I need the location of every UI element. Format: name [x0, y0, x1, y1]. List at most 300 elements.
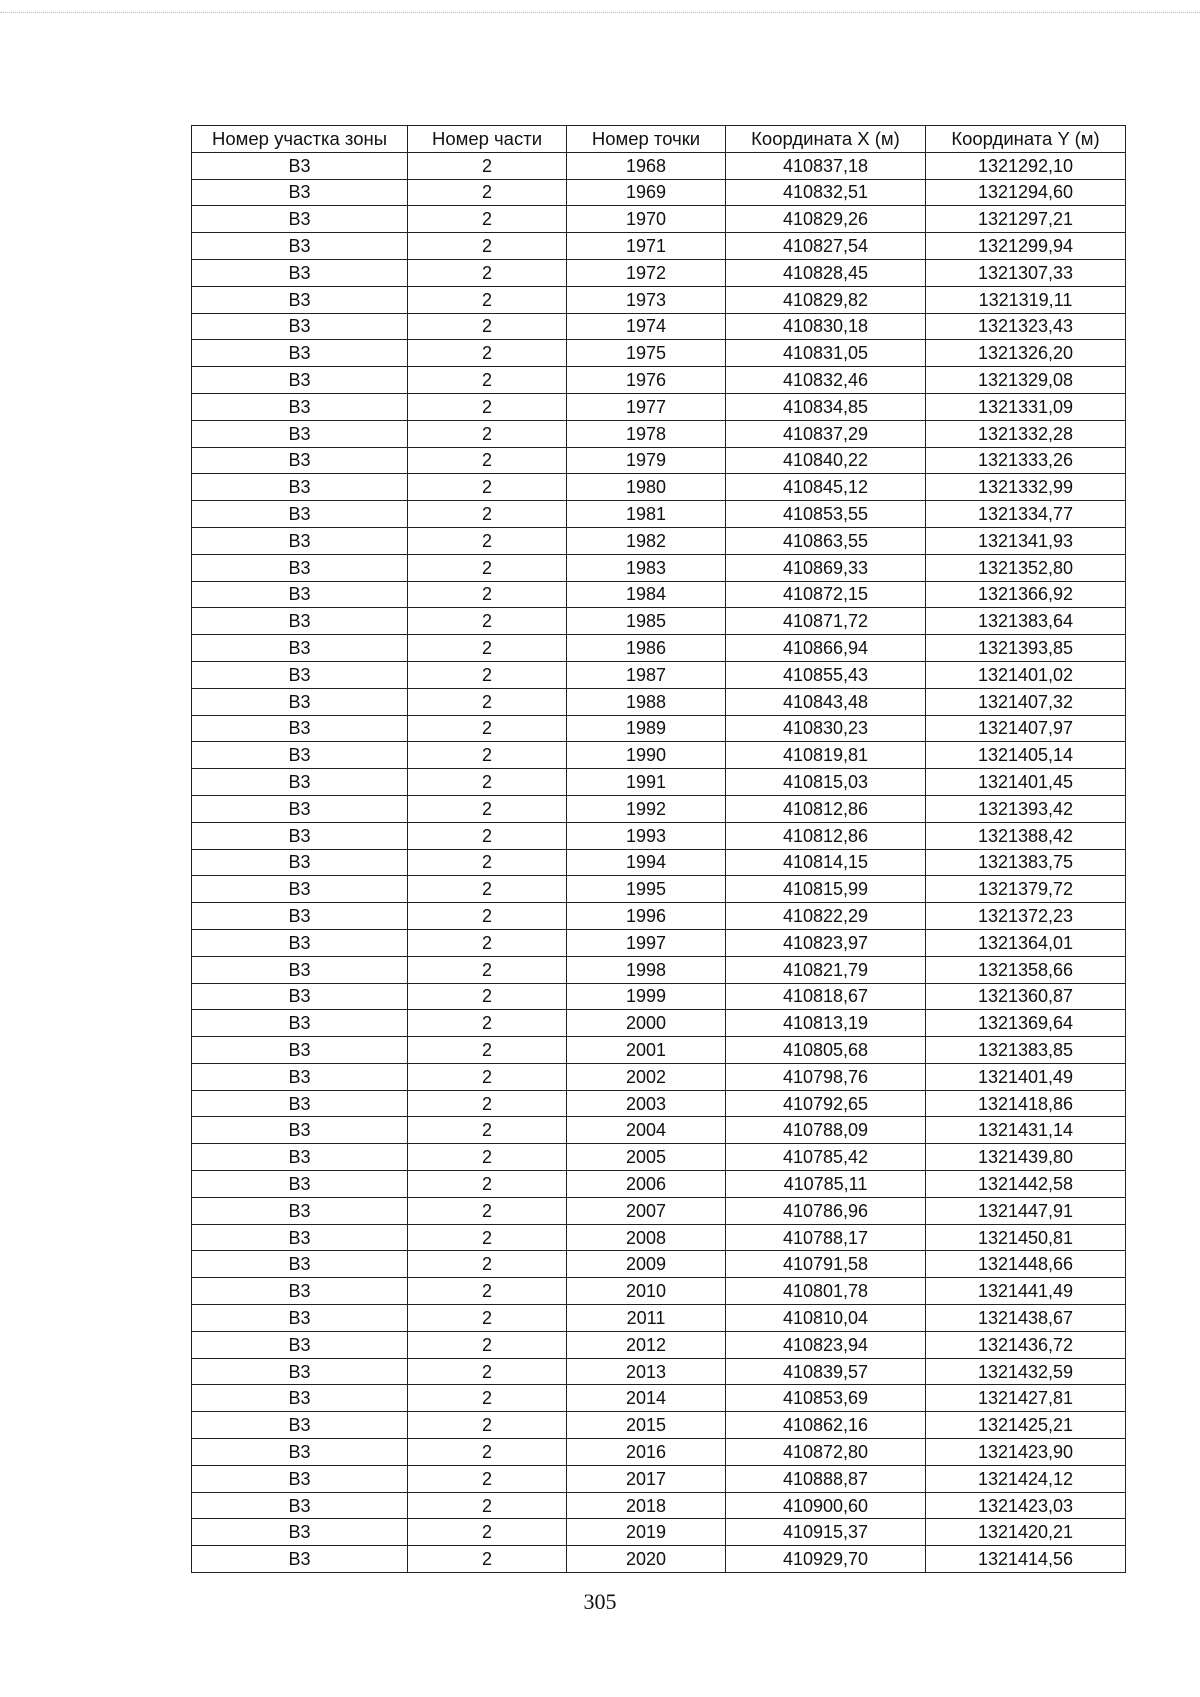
cell-part-number: 2	[408, 1358, 567, 1385]
table-row	[192, 1171, 1126, 1198]
table-row	[192, 554, 1126, 581]
cell-point-number: 2006	[567, 1171, 726, 1198]
cell-zone-section: В3	[192, 688, 408, 715]
cell-coord-y: 1321405,14	[926, 742, 1126, 769]
cell-part-number: 2	[408, 1439, 567, 1466]
cell-coord-x: 410837,18	[726, 152, 926, 179]
cell-coord-x: 410840,22	[726, 447, 926, 474]
cell-zone-section: В3	[192, 983, 408, 1010]
cell-part-number: 2	[408, 233, 567, 260]
cell-coord-y: 1321393,85	[926, 635, 1126, 662]
table-row	[192, 956, 1126, 983]
cell-point-number: 1970	[567, 206, 726, 233]
cell-point-number: 1991	[567, 769, 726, 796]
cell-zone-section: В3	[192, 661, 408, 688]
cell-point-number: 2005	[567, 1144, 726, 1171]
cell-point-number: 1995	[567, 876, 726, 903]
cell-zone-section: В3	[192, 447, 408, 474]
cell-coord-x: 410814,15	[726, 849, 926, 876]
cell-coord-y: 1321450,81	[926, 1224, 1126, 1251]
cell-coord-x: 410788,09	[726, 1117, 926, 1144]
cell-coord-y: 1321424,12	[926, 1465, 1126, 1492]
cell-point-number: 2001	[567, 1037, 726, 1064]
page-number: 305	[583, 1589, 617, 1614]
cell-point-number: 1988	[567, 688, 726, 715]
cell-part-number: 2	[408, 581, 567, 608]
table-row	[192, 1251, 1126, 1278]
cell-part-number: 2	[408, 1251, 567, 1278]
cell-coord-y: 1321401,49	[926, 1063, 1126, 1090]
cell-coord-y: 1321448,66	[926, 1251, 1126, 1278]
table-row	[192, 929, 1126, 956]
cell-point-number: 2019	[567, 1519, 726, 1546]
table-row	[192, 340, 1126, 367]
cell-zone-section: В3	[192, 742, 408, 769]
cell-point-number: 1992	[567, 795, 726, 822]
cell-point-number: 2015	[567, 1412, 726, 1439]
cell-point-number: 1969	[567, 179, 726, 206]
cell-point-number: 2013	[567, 1358, 726, 1385]
cell-coord-y: 1321331,09	[926, 393, 1126, 420]
cell-zone-section: В3	[192, 206, 408, 233]
cell-part-number: 2	[408, 1117, 567, 1144]
coordinates-table	[191, 125, 1126, 1573]
cell-part-number: 2	[408, 1063, 567, 1090]
table-row	[192, 769, 1126, 796]
cell-zone-section: В3	[192, 608, 408, 635]
cell-coord-x: 410821,79	[726, 956, 926, 983]
cell-point-number: 2018	[567, 1492, 726, 1519]
table-row	[192, 447, 1126, 474]
cell-point-number: 1994	[567, 849, 726, 876]
cell-coord-x: 410831,05	[726, 340, 926, 367]
cell-part-number: 2	[408, 501, 567, 528]
cell-coord-y: 1321441,49	[926, 1278, 1126, 1305]
cell-part-number: 2	[408, 179, 567, 206]
cell-zone-section: В3	[192, 393, 408, 420]
cell-zone-section: В3	[192, 1197, 408, 1224]
cell-part-number: 2	[408, 608, 567, 635]
cell-coord-x: 410828,45	[726, 259, 926, 286]
cell-zone-section: В3	[192, 1546, 408, 1573]
cell-part-number: 2	[408, 688, 567, 715]
cell-part-number: 2	[408, 1224, 567, 1251]
header-coord-y: Координата Y (м)	[926, 126, 1126, 153]
table-row	[192, 983, 1126, 1010]
cell-zone-section: В3	[192, 1492, 408, 1519]
cell-coord-y: 1321323,43	[926, 313, 1126, 340]
table-row	[192, 286, 1126, 313]
cell-coord-y: 1321436,72	[926, 1331, 1126, 1358]
cell-coord-y: 1321383,85	[926, 1037, 1126, 1064]
cell-coord-y: 1321341,93	[926, 527, 1126, 554]
cell-zone-section: В3	[192, 1519, 408, 1546]
table-row	[192, 849, 1126, 876]
cell-coord-y: 1321352,80	[926, 554, 1126, 581]
table-row	[192, 527, 1126, 554]
cell-coord-y: 1321307,33	[926, 259, 1126, 286]
cell-point-number: 1987	[567, 661, 726, 688]
cell-point-number: 2002	[567, 1063, 726, 1090]
cell-zone-section: В3	[192, 929, 408, 956]
cell-point-number: 1996	[567, 903, 726, 930]
cell-point-number: 2010	[567, 1278, 726, 1305]
cell-part-number: 2	[408, 1546, 567, 1573]
table-row	[192, 1305, 1126, 1332]
table-row	[192, 1358, 1126, 1385]
cell-zone-section: В3	[192, 1278, 408, 1305]
cell-zone-section: В3	[192, 286, 408, 313]
cell-coord-y: 1321364,01	[926, 929, 1126, 956]
cell-coord-x: 410801,78	[726, 1278, 926, 1305]
cell-point-number: 2014	[567, 1385, 726, 1412]
table-row	[192, 1010, 1126, 1037]
cell-coord-y: 1321401,45	[926, 769, 1126, 796]
cell-part-number: 2	[408, 715, 567, 742]
cell-point-number: 1998	[567, 956, 726, 983]
cell-coord-x: 410792,65	[726, 1090, 926, 1117]
cell-zone-section: В3	[192, 1224, 408, 1251]
cell-part-number: 2	[408, 1010, 567, 1037]
cell-zone-section: В3	[192, 1251, 408, 1278]
cell-point-number: 1986	[567, 635, 726, 662]
table-row	[192, 822, 1126, 849]
cell-coord-x: 410915,37	[726, 1519, 926, 1546]
table-row	[192, 1412, 1126, 1439]
table-row	[192, 1519, 1126, 1546]
cell-point-number: 2004	[567, 1117, 726, 1144]
cell-part-number: 2	[408, 1305, 567, 1332]
cell-zone-section: В3	[192, 1010, 408, 1037]
cell-coord-x: 410837,29	[726, 420, 926, 447]
cell-part-number: 2	[408, 1197, 567, 1224]
table-row	[192, 1037, 1126, 1064]
table-row	[192, 1117, 1126, 1144]
table-row	[192, 903, 1126, 930]
cell-part-number: 2	[408, 527, 567, 554]
cell-point-number: 2011	[567, 1305, 726, 1332]
cell-coord-y: 1321319,11	[926, 286, 1126, 313]
cell-coord-x: 410822,29	[726, 903, 926, 930]
cell-coord-x: 410818,67	[726, 983, 926, 1010]
cell-point-number: 2009	[567, 1251, 726, 1278]
cell-coord-x: 410815,99	[726, 876, 926, 903]
header-zone-section: Номер участка зоны	[192, 126, 408, 153]
cell-coord-x: 410863,55	[726, 527, 926, 554]
cell-part-number: 2	[408, 474, 567, 501]
cell-coord-y: 1321442,58	[926, 1171, 1126, 1198]
cell-coord-x: 410785,11	[726, 1171, 926, 1198]
cell-point-number: 1973	[567, 286, 726, 313]
cell-coord-y: 1321414,56	[926, 1546, 1126, 1573]
cell-point-number: 1968	[567, 152, 726, 179]
table-row	[192, 661, 1126, 688]
cell-part-number: 2	[408, 393, 567, 420]
cell-coord-y: 1321366,92	[926, 581, 1126, 608]
cell-coord-y: 1321292,10	[926, 152, 1126, 179]
cell-coord-y: 1321418,86	[926, 1090, 1126, 1117]
cell-part-number: 2	[408, 769, 567, 796]
cell-part-number: 2	[408, 1465, 567, 1492]
cell-coord-y: 1321360,87	[926, 983, 1126, 1010]
cell-zone-section: В3	[192, 474, 408, 501]
cell-zone-section: В3	[192, 527, 408, 554]
cell-coord-x: 410805,68	[726, 1037, 926, 1064]
cell-coord-x: 410785,42	[726, 1144, 926, 1171]
cell-coord-y: 1321420,21	[926, 1519, 1126, 1546]
cell-point-number: 1999	[567, 983, 726, 1010]
cell-coord-y: 1321358,66	[926, 956, 1126, 983]
cell-zone-section: В3	[192, 1331, 408, 1358]
cell-coord-x: 410834,85	[726, 393, 926, 420]
cell-part-number: 2	[408, 206, 567, 233]
cell-coord-x: 410872,80	[726, 1439, 926, 1466]
cell-zone-section: В3	[192, 233, 408, 260]
cell-coord-x: 410815,03	[726, 769, 926, 796]
cell-coord-x: 410839,57	[726, 1358, 926, 1385]
cell-point-number: 1974	[567, 313, 726, 340]
cell-coord-y: 1321372,23	[926, 903, 1126, 930]
cell-zone-section: В3	[192, 1037, 408, 1064]
cell-point-number: 1993	[567, 822, 726, 849]
cell-zone-section: В3	[192, 1063, 408, 1090]
cell-coord-x: 410829,82	[726, 286, 926, 313]
cell-coord-x: 410855,43	[726, 661, 926, 688]
cell-part-number: 2	[408, 1037, 567, 1064]
cell-zone-section: В3	[192, 152, 408, 179]
table-row	[192, 742, 1126, 769]
cell-coord-x: 410832,51	[726, 179, 926, 206]
cell-zone-section: В3	[192, 1439, 408, 1466]
cell-zone-section: В3	[192, 795, 408, 822]
cell-coord-y: 1321401,02	[926, 661, 1126, 688]
cell-coord-y: 1321425,21	[926, 1412, 1126, 1439]
table-row	[192, 1546, 1126, 1573]
cell-point-number: 1977	[567, 393, 726, 420]
cell-coord-y: 1321432,59	[926, 1358, 1126, 1385]
cell-zone-section: В3	[192, 903, 408, 930]
cell-coord-x: 410786,96	[726, 1197, 926, 1224]
cell-point-number: 1981	[567, 501, 726, 528]
cell-coord-x: 410813,19	[726, 1010, 926, 1037]
table-row	[192, 367, 1126, 394]
cell-coord-x: 410819,81	[726, 742, 926, 769]
table-row	[192, 1331, 1126, 1358]
cell-part-number: 2	[408, 956, 567, 983]
cell-point-number: 1985	[567, 608, 726, 635]
table-row	[192, 608, 1126, 635]
cell-coord-x: 410862,16	[726, 1412, 926, 1439]
cell-zone-section: В3	[192, 1171, 408, 1198]
cell-coord-y: 1321388,42	[926, 822, 1126, 849]
table-header	[192, 126, 1126, 153]
cell-part-number: 2	[408, 340, 567, 367]
cell-part-number: 2	[408, 903, 567, 930]
cell-part-number: 2	[408, 1171, 567, 1198]
cell-zone-section: В3	[192, 1412, 408, 1439]
cell-coord-x: 410869,33	[726, 554, 926, 581]
cell-part-number: 2	[408, 447, 567, 474]
table-row	[192, 876, 1126, 903]
cell-coord-x: 410788,17	[726, 1224, 926, 1251]
cell-coord-y: 1321334,77	[926, 501, 1126, 528]
cell-coord-y: 1321333,26	[926, 447, 1126, 474]
cell-part-number: 2	[408, 152, 567, 179]
cell-zone-section: В3	[192, 635, 408, 662]
cell-part-number: 2	[408, 286, 567, 313]
cell-zone-section: В3	[192, 849, 408, 876]
table-row	[192, 206, 1126, 233]
cell-part-number: 2	[408, 367, 567, 394]
cell-zone-section: В3	[192, 1358, 408, 1385]
cell-coord-x: 410888,87	[726, 1465, 926, 1492]
cell-part-number: 2	[408, 661, 567, 688]
cell-coord-y: 1321393,42	[926, 795, 1126, 822]
cell-zone-section: В3	[192, 259, 408, 286]
cell-point-number: 1979	[567, 447, 726, 474]
table-row	[192, 1090, 1126, 1117]
table-row	[192, 179, 1126, 206]
cell-part-number: 2	[408, 635, 567, 662]
cell-coord-x: 410823,97	[726, 929, 926, 956]
header-point-number: Номер точки	[567, 126, 726, 153]
cell-point-number: 2020	[567, 1546, 726, 1573]
cell-part-number: 2	[408, 849, 567, 876]
cell-coord-y: 1321379,72	[926, 876, 1126, 903]
cell-point-number: 1972	[567, 259, 726, 286]
cell-zone-section: В3	[192, 956, 408, 983]
cell-point-number: 2007	[567, 1197, 726, 1224]
cell-coord-y: 1321332,28	[926, 420, 1126, 447]
table-row	[192, 795, 1126, 822]
cell-coord-y: 1321332,99	[926, 474, 1126, 501]
cell-point-number: 2003	[567, 1090, 726, 1117]
cell-coord-x: 410853,69	[726, 1385, 926, 1412]
table-row	[192, 1385, 1126, 1412]
cell-part-number: 2	[408, 876, 567, 903]
cell-part-number: 2	[408, 1278, 567, 1305]
cell-zone-section: В3	[192, 715, 408, 742]
cell-point-number: 1980	[567, 474, 726, 501]
table-row	[192, 1278, 1126, 1305]
cell-point-number: 1989	[567, 715, 726, 742]
table-row	[192, 715, 1126, 742]
cell-part-number: 2	[408, 1519, 567, 1546]
cell-coord-x: 410823,94	[726, 1331, 926, 1358]
table-row	[192, 1492, 1126, 1519]
cell-coord-y: 1321383,64	[926, 608, 1126, 635]
cell-zone-section: В3	[192, 313, 408, 340]
cell-zone-section: В3	[192, 876, 408, 903]
table-row	[192, 1465, 1126, 1492]
cell-point-number: 1984	[567, 581, 726, 608]
cell-part-number: 2	[408, 822, 567, 849]
table-row	[192, 1197, 1126, 1224]
cell-coord-y: 1321329,08	[926, 367, 1126, 394]
cell-coord-y: 1321423,90	[926, 1439, 1126, 1466]
cell-part-number: 2	[408, 1385, 567, 1412]
cell-part-number: 2	[408, 313, 567, 340]
cell-coord-y: 1321369,64	[926, 1010, 1126, 1037]
cell-coord-y: 1321438,67	[926, 1305, 1126, 1332]
header-part-number: Номер части	[408, 126, 567, 153]
cell-coord-x: 410845,12	[726, 474, 926, 501]
cell-part-number: 2	[408, 1331, 567, 1358]
cell-coord-x: 410900,60	[726, 1492, 926, 1519]
cell-zone-section: В3	[192, 581, 408, 608]
table-row	[192, 501, 1126, 528]
cell-coord-x: 410812,86	[726, 795, 926, 822]
cell-point-number: 2000	[567, 1010, 726, 1037]
cell-coord-x: 410871,72	[726, 608, 926, 635]
cell-zone-section: В3	[192, 501, 408, 528]
cell-part-number: 2	[408, 1492, 567, 1519]
cell-coord-y: 1321439,80	[926, 1144, 1126, 1171]
cell-coord-x: 410798,76	[726, 1063, 926, 1090]
cell-coord-y: 1321383,75	[926, 849, 1126, 876]
cell-coord-x: 410812,86	[726, 822, 926, 849]
cell-part-number: 2	[408, 795, 567, 822]
cell-coord-y: 1321431,14	[926, 1117, 1126, 1144]
cell-zone-section: В3	[192, 1465, 408, 1492]
header-row	[192, 126, 1126, 153]
cell-part-number: 2	[408, 554, 567, 581]
cell-point-number: 2012	[567, 1331, 726, 1358]
cell-coord-y: 1321294,60	[926, 179, 1126, 206]
cell-point-number: 1975	[567, 340, 726, 367]
cell-zone-section: В3	[192, 179, 408, 206]
cell-point-number: 1983	[567, 554, 726, 581]
cell-zone-section: В3	[192, 822, 408, 849]
cell-coord-x: 410830,18	[726, 313, 926, 340]
cell-coord-x: 410791,58	[726, 1251, 926, 1278]
cell-zone-section: В3	[192, 1090, 408, 1117]
scan-edge-line	[0, 12, 1200, 13]
cell-zone-section: В3	[192, 340, 408, 367]
table-row	[192, 393, 1126, 420]
cell-point-number: 1982	[567, 527, 726, 554]
cell-coord-y: 1321427,81	[926, 1385, 1126, 1412]
cell-part-number: 2	[408, 1144, 567, 1171]
cell-coord-x: 410830,23	[726, 715, 926, 742]
cell-coord-x: 410843,48	[726, 688, 926, 715]
table-row	[192, 1144, 1126, 1171]
cell-point-number: 2017	[567, 1465, 726, 1492]
cell-part-number: 2	[408, 1090, 567, 1117]
table-row	[192, 313, 1126, 340]
cell-point-number: 2016	[567, 1439, 726, 1466]
cell-coord-x: 410810,04	[726, 1305, 926, 1332]
cell-zone-section: В3	[192, 1385, 408, 1412]
cell-coord-y: 1321423,03	[926, 1492, 1126, 1519]
cell-coord-x: 410829,26	[726, 206, 926, 233]
cell-part-number: 2	[408, 929, 567, 956]
cell-point-number: 1971	[567, 233, 726, 260]
table-row	[192, 474, 1126, 501]
cell-point-number: 1997	[567, 929, 726, 956]
cell-coord-x: 410866,94	[726, 635, 926, 662]
table-row	[192, 1063, 1126, 1090]
cell-part-number: 2	[408, 420, 567, 447]
cell-part-number: 2	[408, 259, 567, 286]
cell-zone-section: В3	[192, 769, 408, 796]
cell-zone-section: В3	[192, 1305, 408, 1332]
table-body	[192, 152, 1126, 1572]
table-row	[192, 152, 1126, 179]
table-row	[192, 581, 1126, 608]
cell-coord-x: 410872,15	[726, 581, 926, 608]
table-row	[192, 420, 1126, 447]
